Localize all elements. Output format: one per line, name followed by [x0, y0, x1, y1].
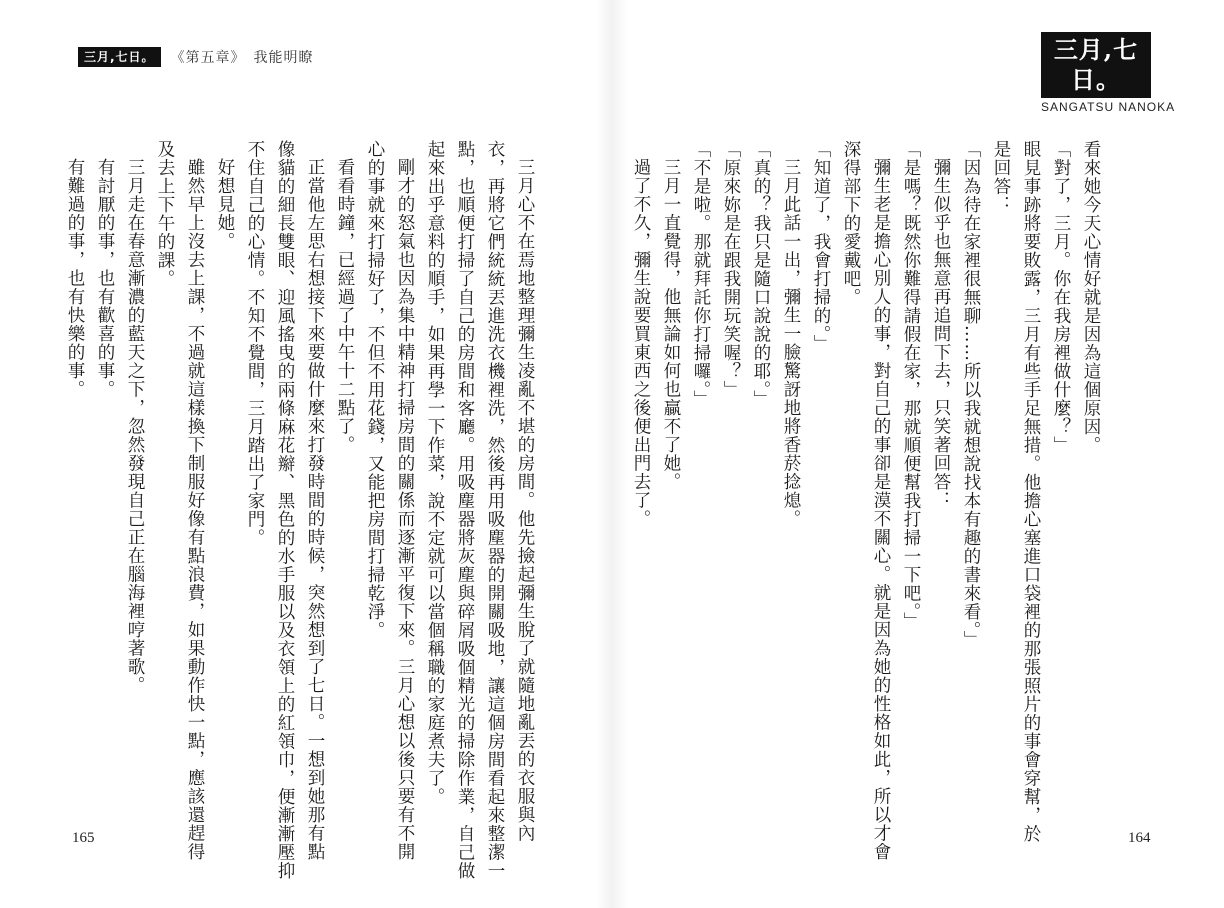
text-line: 三月一直覺得，他無論如何也贏不了她。	[661, 157, 681, 491]
text-line: 正當他左思右想接下來要做什麼來打發時間的時候，突然想到了七日。一想到她那有點	[305, 157, 325, 861]
text-line: 「不是啦。那就拜託你打掃囉。」	[691, 140, 711, 409]
book-gutter	[596, 0, 628, 908]
text-line: 彌生老是擔心別人的事，對自己的事卻是漠不關心。就是因為她的性格如此，所以才會	[871, 157, 891, 861]
text-line: 三月心不在焉地整理彌生凌亂不堪的房間。他先撿起彌生脫了就隨地亂丟的衣服與內	[515, 157, 535, 842]
text-line: 點，也順便打掃了自己的房間和客廳。用吸塵器將灰塵與碎屑吸個精光的掃除作業，自己做	[455, 140, 475, 880]
text-line: 「原來妳是在跟我開玩笑喔？」	[721, 140, 741, 399]
text-line: 剛才的怒氣也因為集中精神打掃房間的關係而逐漸平復下來。三月心想以後只要有不開	[395, 157, 415, 861]
text-line: 「真的？我只是隨口說說的耶。」	[751, 140, 771, 409]
text-line: 衣，再將它們統統丟進洗衣機裡洗，然後再用吸塵器的開關吸地，讓這個房間看起來整潔一	[485, 140, 505, 880]
text-line: 深得部下的愛戴吧。	[841, 140, 861, 307]
series-logo-small: 三月,七日。	[78, 47, 161, 67]
text-line: 看來她今天心情好就是因為這個原因。	[1081, 140, 1101, 455]
text-line: 看看時鐘，已經過了中午十二點了。	[335, 157, 355, 454]
text-line: 有難過的事，也有快樂的事。	[65, 157, 85, 398]
text-line: 彌生似乎也無意再追問下去，只笑著回答：	[931, 157, 951, 509]
chapter-title: 《第五章》 我能明瞭	[170, 50, 314, 66]
text-line: 「知道了，我會打掃的。」	[811, 140, 831, 354]
text-line: 「是嗎？既然你難得請假在家，那就順便幫我打掃一下吧。」	[901, 140, 921, 631]
text-line: 像貓的細長雙眼、迎風搖曳的兩條麻花辮、黑色的水手服以及衣領上的紅領巾，便漸漸壓抑	[275, 140, 295, 880]
text-line: 及去上下午的課。	[155, 140, 175, 288]
text-line: 有討厭的事，也有歡喜的事。	[95, 157, 115, 398]
text-line: 「因為待在家裡很無聊……所以我就想說找本有趣的書來看。」	[961, 140, 981, 650]
text-line: 不住自己的心情。不知不覺間，三月踏出了家門。	[245, 140, 265, 547]
text-line: 起來出乎意料的順手，如果再學一下作菜，說不定就可以當個稱職的家庭煮夫了。	[425, 140, 445, 806]
text-line: 是回答：	[991, 140, 1011, 214]
text-line: 過了不久，彌生說要買東西之後便出門去了。	[631, 157, 651, 528]
text-line: 好想見她。	[215, 157, 235, 250]
text-line: 眼見事跡將要敗露，三月有些手足無措。他擔心塞進口袋裡的那張照片的事會穿幫，於	[1021, 140, 1041, 843]
page-number-right: 164	[1128, 830, 1151, 846]
text-line: 心的事就來打掃好了，不但不用花錢，又能把房間打掃乾淨。	[365, 140, 385, 640]
right-page-header	[1041, 32, 1176, 114]
text-line: 三月此話一出，彌生一臉驚訝地將香菸捻熄。	[781, 157, 801, 528]
series-logo-large: 三月,七日。	[1041, 32, 1151, 98]
page-164-body	[631, 140, 1106, 861]
text-line: 雖然早上沒去上課，不過就這樣換下制服好像有點浪費，如果動作快一點，應該還趕得	[185, 157, 205, 861]
page-number-left: 165	[72, 830, 95, 846]
text-line: 三月走在春意漸濃的藍天之下，忽然發現自己正在腦海裡哼著歌。	[125, 157, 145, 694]
left-page-header	[78, 46, 314, 68]
text-line: 「對了，三月。你在我房裡做什麼？」	[1051, 140, 1071, 455]
series-logo-subtitle: SANGATSU NANOKA	[1041, 100, 1176, 114]
